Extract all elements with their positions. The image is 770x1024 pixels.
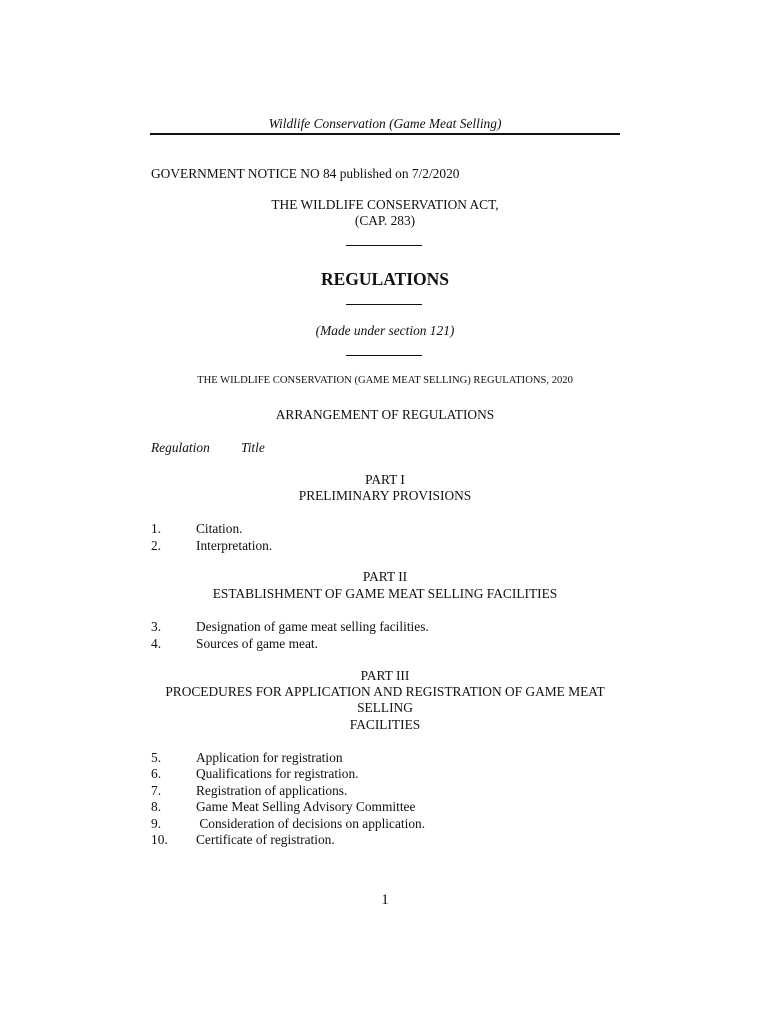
divider-2 (346, 304, 422, 305)
item-number: 8. (151, 799, 162, 814)
running-header: Wildlife Conservation (Game Meat Selling) (268, 116, 502, 131)
item-text: Consideration of decisions on application. (196, 816, 426, 831)
part-title: SELLING (357, 700, 413, 715)
arrangement-heading: ARRANGEMENT OF REGULATIONS (275, 407, 495, 422)
item-number: 7. (151, 783, 162, 798)
regulations-heading: REGULATIONS (320, 269, 450, 289)
part-title: ESTABLISHMENT OF GAME MEAT SELLING FACILITIES (212, 586, 558, 601)
item-number: 6. (151, 766, 162, 781)
part-label: PART I (365, 472, 405, 487)
item-number: 4. (151, 636, 162, 651)
item-text: Registration of applications. (196, 783, 348, 798)
item-text: Designation of game meat selling facilities. (196, 619, 429, 634)
item-number: 9. (151, 816, 162, 831)
column-regulation: Regulation (151, 440, 210, 455)
item-text: Qualifications for registration. (196, 766, 359, 781)
item-text: Citation. (196, 521, 243, 536)
item-text: Certificate of registration. (196, 832, 335, 847)
part-label: PART II (362, 569, 408, 584)
act-chapter: (CAP. 283) (354, 213, 416, 228)
item-number: 3. (151, 619, 162, 634)
page-number: 1 (381, 892, 389, 908)
item-text: Sources of game meat. (196, 636, 318, 651)
divider-1 (346, 245, 422, 246)
item-number: 1. (151, 521, 162, 536)
government-notice: GOVERNMENT NOTICE NO 84 published on 7/2/2020 (151, 166, 460, 181)
divider-3 (346, 355, 422, 356)
part-title: PROCEDURES FOR APPLICATION AND REGISTRATION OF GAME MEAT (165, 684, 605, 699)
item-text: Game Meat Selling Advisory Committee (196, 799, 416, 814)
item-number: 2. (151, 538, 162, 553)
item-text: Application for registration (196, 750, 343, 765)
part-title: FACILITIES (349, 717, 421, 732)
header-rule (150, 133, 620, 135)
made-under: (Made under section 121) (315, 323, 455, 338)
item-number: 10. (151, 832, 168, 847)
item-number: 5. (151, 750, 162, 765)
regulations-title: THE WILDLIFE CONSERVATION (GAME MEAT SELLING) REGULATIONS, 2020 (197, 375, 573, 386)
item-text: Interpretation. (196, 538, 273, 553)
part-label: PART III (360, 668, 410, 683)
column-title: Title (241, 440, 265, 455)
part-title: PRELIMINARY PROVISIONS (298, 488, 472, 503)
act-title: THE WILDLIFE CONSERVATION ACT, (271, 197, 499, 212)
